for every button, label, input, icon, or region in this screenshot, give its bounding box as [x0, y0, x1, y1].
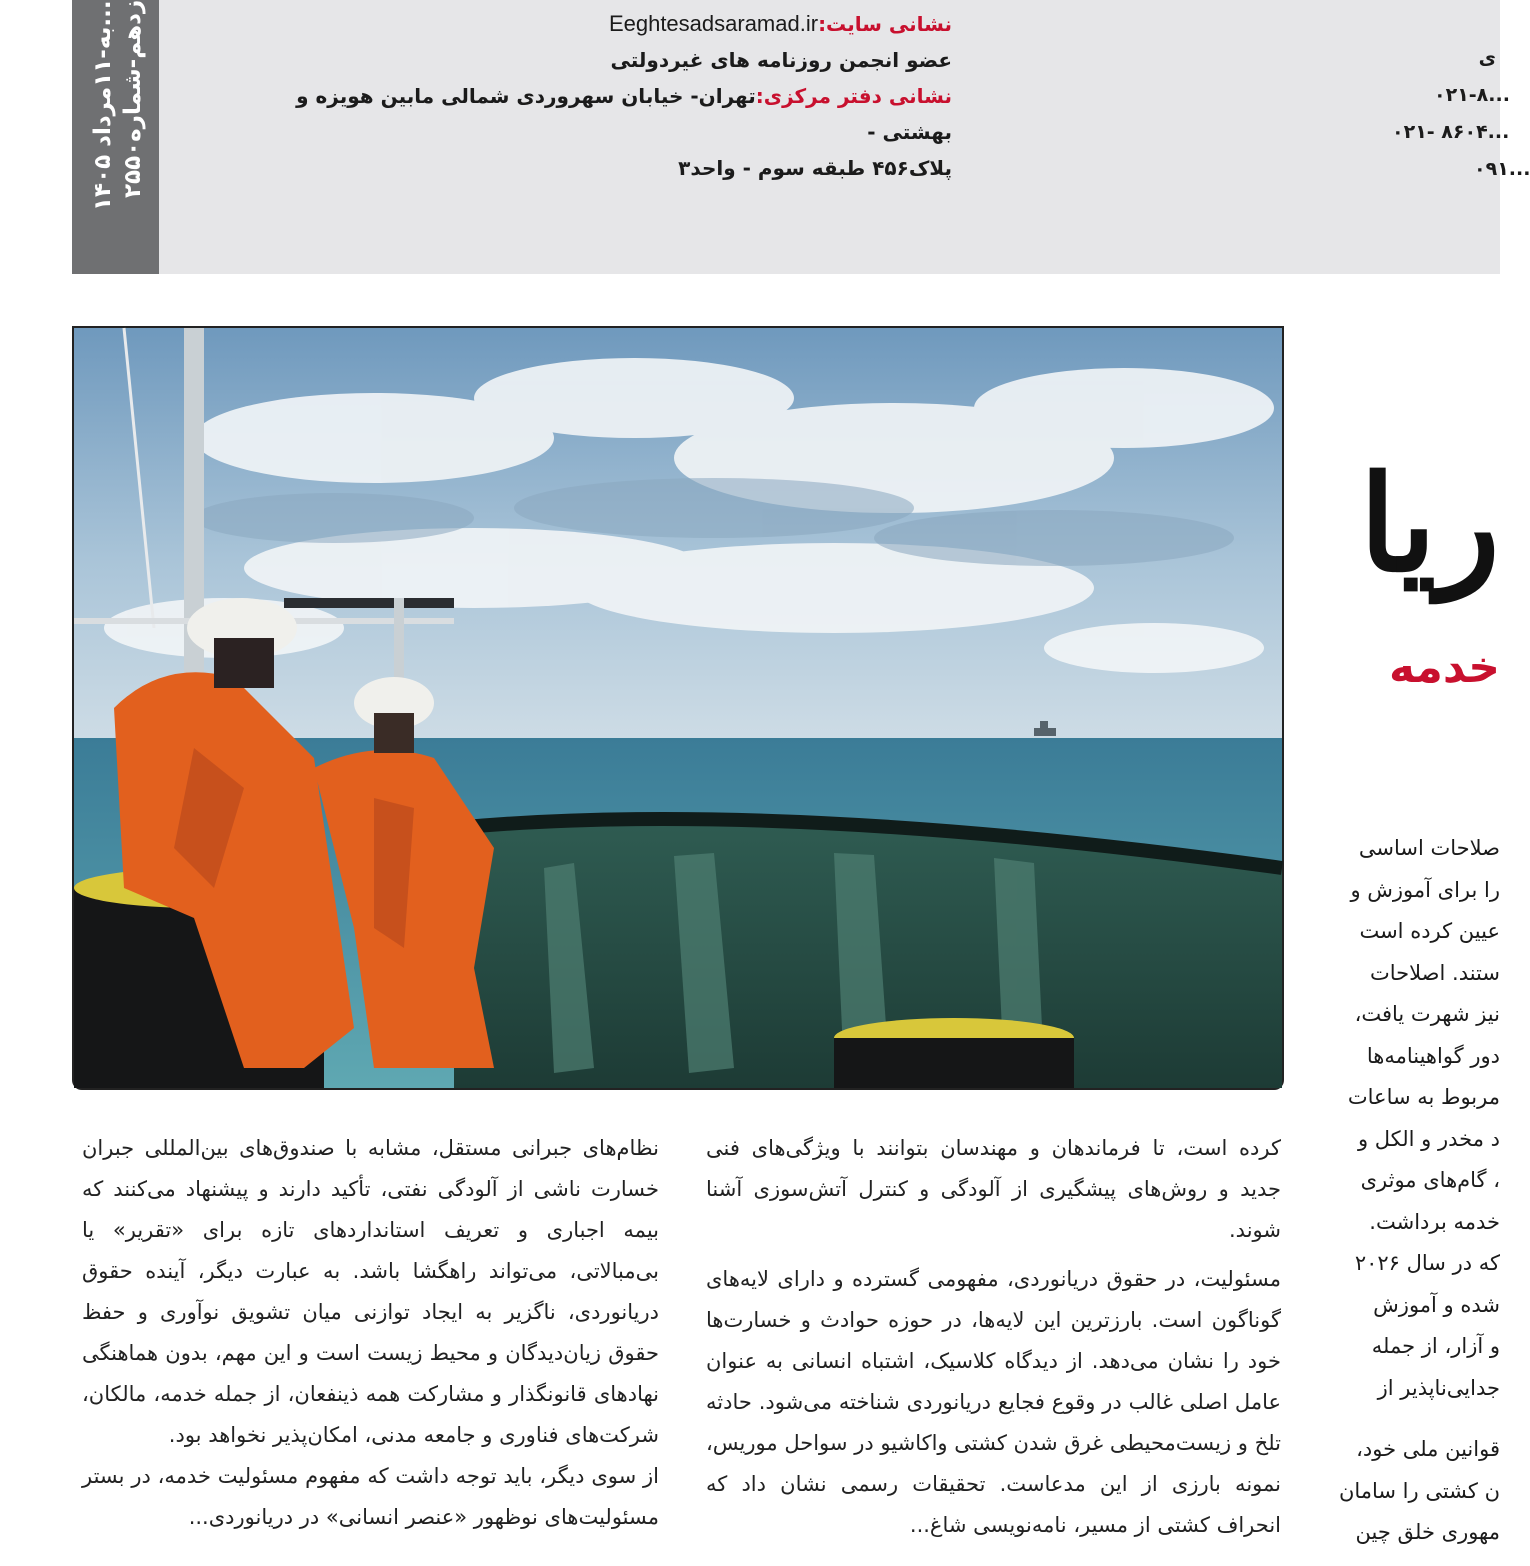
left-paragraph: نظام‌های جبرانی مستقل، مشابه با صندوق‌های بین‌المللی جبران خسارت ناشی از آلودگی نفتی، تأکید دارند و پیشنهاد می‌کنند که بیمه اجباری و تعریف استانداردهای تازه برای «تقریر» یا بی‌مبالاتی، می‌تواند راهگشا باشد. به عبارت دیگر، آینده حقوق دریانوردی، ناگزیر به ایجاد توازنی میان تشویق نوآوری و حفظ حقوق زیان‌دیدگان و محیط زیست است و این مهم، بدون هماهنگی نهادهای قانونگذار و مشارکت همه ذینفعان، از جمله خدمه، مالکان، شرکت‌های فناوری و جامعه مدنی، امکان‌پذیر نخواهد بود.	[82, 1136, 659, 1447]
ship-bow-photo-icon	[74, 328, 1282, 1088]
site-label: نشانی سایت:	[818, 12, 952, 36]
site-line	[230, 6, 952, 42]
right-column-gap	[1330, 1409, 1500, 1429]
middle-paragraph: کرده است، تا فرماندهان و مهندسان بتوانند با ویژگی‌های فنی جدید و روش‌های پیشگیری از آلودگی و کنترل آتش‌سوزی آشنا شوند.	[706, 1136, 1281, 1242]
office-line	[230, 78, 952, 150]
phone-line-1: ۰۲۱-۸...	[1434, 84, 1510, 106]
right-column-line: صلاحات اساسی	[1358, 836, 1500, 860]
issue-number-line2: زدهم-شماره۲۵۵۰	[120, 0, 146, 199]
right-column-line: جدایی‌ناپذیر از	[1377, 1375, 1500, 1400]
right-column-line: مهوری خلق چین	[1355, 1520, 1500, 1544]
right-column-line: شده و آموزش	[1373, 1292, 1500, 1317]
site-url[interactable]: Eeghtesadsaramad.ir	[608, 11, 819, 36]
right-column-line: خدمه برداشت.	[1369, 1209, 1500, 1234]
phone-line-0: ی	[1478, 47, 1496, 69]
article-column-left	[82, 1128, 659, 1566]
subheadline: خدمه	[1388, 642, 1500, 693]
right-column-line: مربوط به ساعات	[1347, 1085, 1500, 1109]
right-column-line: ، گام‌های موثری	[1360, 1168, 1500, 1192]
issue-date	[88, 0, 148, 240]
right-column-line: و آزار، از جمله	[1371, 1334, 1500, 1358]
right-column-line: نیز شهرت یافت،	[1354, 1002, 1500, 1026]
office-line-2: پلاک۴۵۶ طبقه سوم - واحد۳	[678, 156, 952, 180]
middle-paragraph: مسئولیت، در حقوق دریانوردی، مفهومی گسترده و دارای لایه‌های گوناگون است. بارزترین این لایه‌ها، در حوزه حوادث و خسارت‌ها خود را نشان می‌دهد. از دیدگاه کلاسیک، اشتباه انسانی به عنوان عامل اصلی غالب در وقوع فجایع دریانوردی شناخته می‌شود. حادثه تلخ و زیست‌محیطی غرق شدن کشتی واکاشیو در سواحل موریس، نمونه بارزی از این مدعاست. تحقیقات رسمی نشان داد که انحراف کشتی از مسیر، نامه‌نویسی شاغ...	[706, 1267, 1281, 1537]
right-column-line: عیین کرده است	[1359, 919, 1500, 943]
phone-line-3: ۰۹۱...	[1474, 158, 1530, 180]
headline: ریا	[1359, 447, 1500, 602]
issue-date-line1: ...به-۱۱مرداد ۱۴۰۵	[90, 0, 116, 211]
right-column-line: که در سال ۲۰۲۶	[1354, 1251, 1500, 1275]
article-column-right	[1330, 828, 1500, 1566]
left-paragraph: از سوی دیگر، باید توجه داشت که مفهوم مسئولیت خدمه، در بستر مسئولیت‌های نوظهور «عنصر انسانی» در دریانوردی...	[82, 1464, 659, 1529]
right-column-line: قوانین ملی خود،	[1356, 1437, 1500, 1461]
right-column-line: دور گواهینامه‌ها	[1366, 1043, 1500, 1068]
right-column-line: را برای آموزش و	[1350, 877, 1500, 902]
phone-list	[1380, 40, 1530, 188]
article-column-middle	[706, 1128, 1281, 1566]
article-photo	[72, 326, 1284, 1090]
office-address: تهران- خیابان سهروردی شمالی مابین هویزه و بهشتی -	[296, 84, 952, 144]
right-column-line: ستند. اصلاحات	[1370, 960, 1500, 985]
phone-line-2: ۰۲۱- ۸۶۰۴...	[1392, 121, 1510, 143]
membership-line: عضو انجمن روزنامه های غیردولتی	[610, 48, 952, 72]
right-column-line: د مخدر و الکل و	[1357, 1126, 1500, 1151]
office-label: نشانی دفتر مرکزی:	[755, 84, 952, 108]
imprint-block	[230, 0, 952, 186]
right-column-line: ن کشتی را سامان	[1338, 1478, 1500, 1503]
